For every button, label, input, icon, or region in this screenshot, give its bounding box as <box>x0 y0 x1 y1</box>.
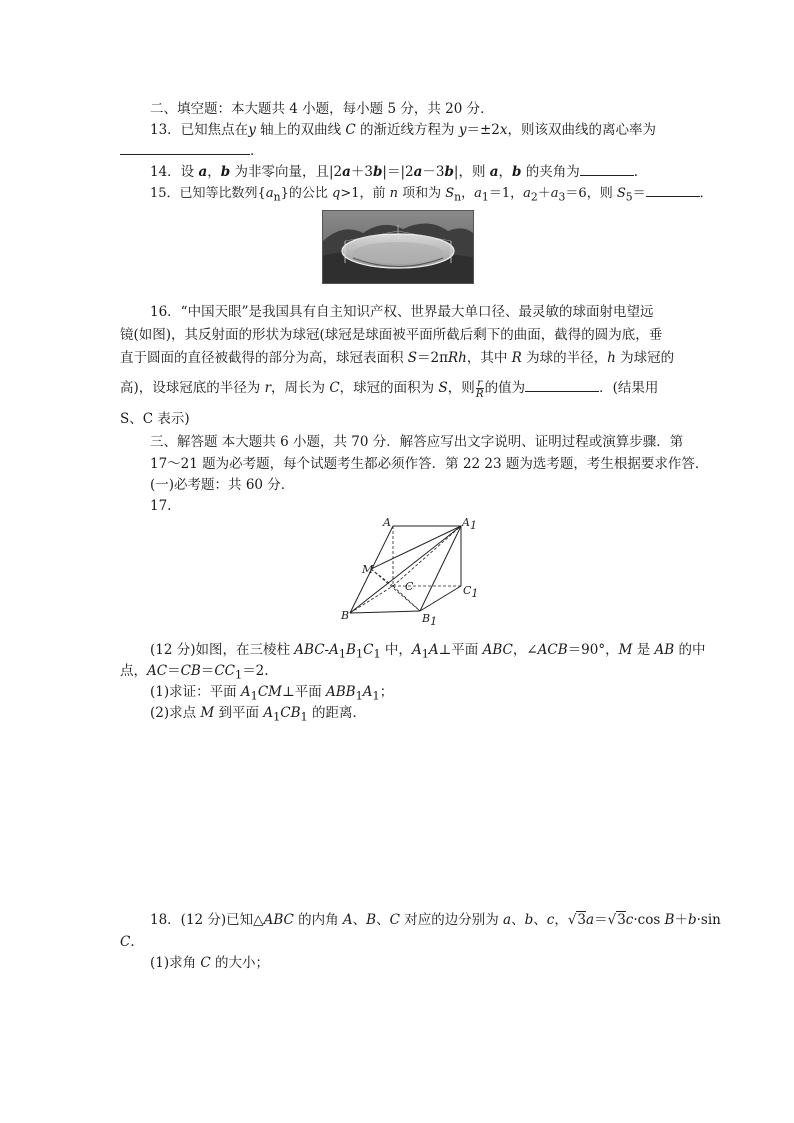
question-17-part2: (2)求点 M 到平面 $A_1CB_1$ 的距离． <box>150 705 366 724</box>
edge-BB1 <box>350 611 420 613</box>
question-15: 15．已知等比数列$\{a_n\}$的公比 q>1，前 n 项和为 $S_n$，$a_1=1$，$a_2+a_3=6$，则 $S_5=$ ． <box>150 186 713 204</box>
question-16-line3: 直于圆面的直径被截得的部分为高，球冠表面积 S＝2πRh，其中 R 为球的半径，h 为球冠的 <box>120 350 675 366</box>
telescope-image-icon <box>323 211 473 283</box>
answer-blank-14[interactable] <box>580 163 634 176</box>
section2-heading: 二、填空题：本大题共 4 小题，每小题 5 分，共 20 分． <box>150 101 494 117</box>
question-13: 13．已知焦点在y 轴上的双曲线 C 的渐近线方程为 y＝±2x，则该双曲线的离心率为 <box>150 122 657 138</box>
label-B: B <box>341 609 350 622</box>
fraction-r-over-R: $\frac{r}{R}$ <box>475 377 484 400</box>
question-13-answer-line: ． <box>120 142 264 160</box>
label-A: A <box>383 516 391 529</box>
telescope-photo <box>322 210 474 284</box>
answer-blank-16[interactable] <box>525 379 599 392</box>
label-C1: C1 <box>463 584 479 600</box>
question-18-line2: C. <box>120 934 135 950</box>
question-18-line1: 18．(12 分)已知△ABC 的内角 A、B、C 对应的边分别为 a、b、c，√3a＝√3c·cos B＋b·sin <box>150 912 721 928</box>
segment-CA1-hidden <box>393 526 461 586</box>
segment-MA1 <box>371 526 461 569</box>
section3-line2: 17～21 题为必考题，每个试题考生都必须作答．第 22 23 题为选考题，考生根据要求作答． <box>150 456 709 472</box>
question-18-part1: (1)求角 C 的大小； <box>150 955 270 971</box>
label-B1: B1 <box>422 612 438 628</box>
question-16-line1: 16．“中国天眼”是我国具有自主知识产权、世界最大单口径、最灵敏的球面射电望远 <box>150 304 654 320</box>
question-17-line1: (12 分)如图，在三棱柱 ABC-$A_1B_1C_1$ 中，$A_1A\perp$平面 ABC，∠ACB＝90°，M 是 AB 的中 <box>150 642 706 661</box>
question-14: 14．设 a，b 为非零向量，且|2a＋3b|＝|2a－3b|，则 a，b 的夹角为 ． <box>150 164 648 180</box>
label-A1: A1 <box>462 516 477 532</box>
question-17-number: 17. <box>150 498 172 514</box>
question-17-part1: (1)求证：平面 $A_1CM\perp$平面 $ABB_1A_1$； <box>150 684 394 703</box>
section3-line3: (一)必考题：共 60 分． <box>150 477 295 493</box>
prism-figure <box>338 512 488 632</box>
question-16-line4: 高)，设球冠底的半径为 r，周长为 C，球冠的面积为 S，则 $\frac{r}{R}$ 的值为 ．(结果用 <box>120 377 659 400</box>
answer-blank-15[interactable] <box>646 184 700 197</box>
section3-line1: 三、解答题 本大题共 6 小题，共 70 分．解答应写出文字说明、证明过程或演算步骤．第 <box>150 434 684 450</box>
question-16-line5: S、C 表示) <box>120 411 190 427</box>
answer-blank-13[interactable] <box>120 142 250 155</box>
question-16-line2: 镜(如图)，其反射面的形状为球冠(球冠是球面被平面所截后剩下的曲面，截得的圆为底，垂 <box>120 327 663 343</box>
label-M: M <box>362 563 374 576</box>
label-C: C <box>405 580 414 593</box>
segment-MC-hidden <box>371 569 393 586</box>
question-17-line2: 点，$AC=CB=CC_1=2$. <box>120 663 269 682</box>
